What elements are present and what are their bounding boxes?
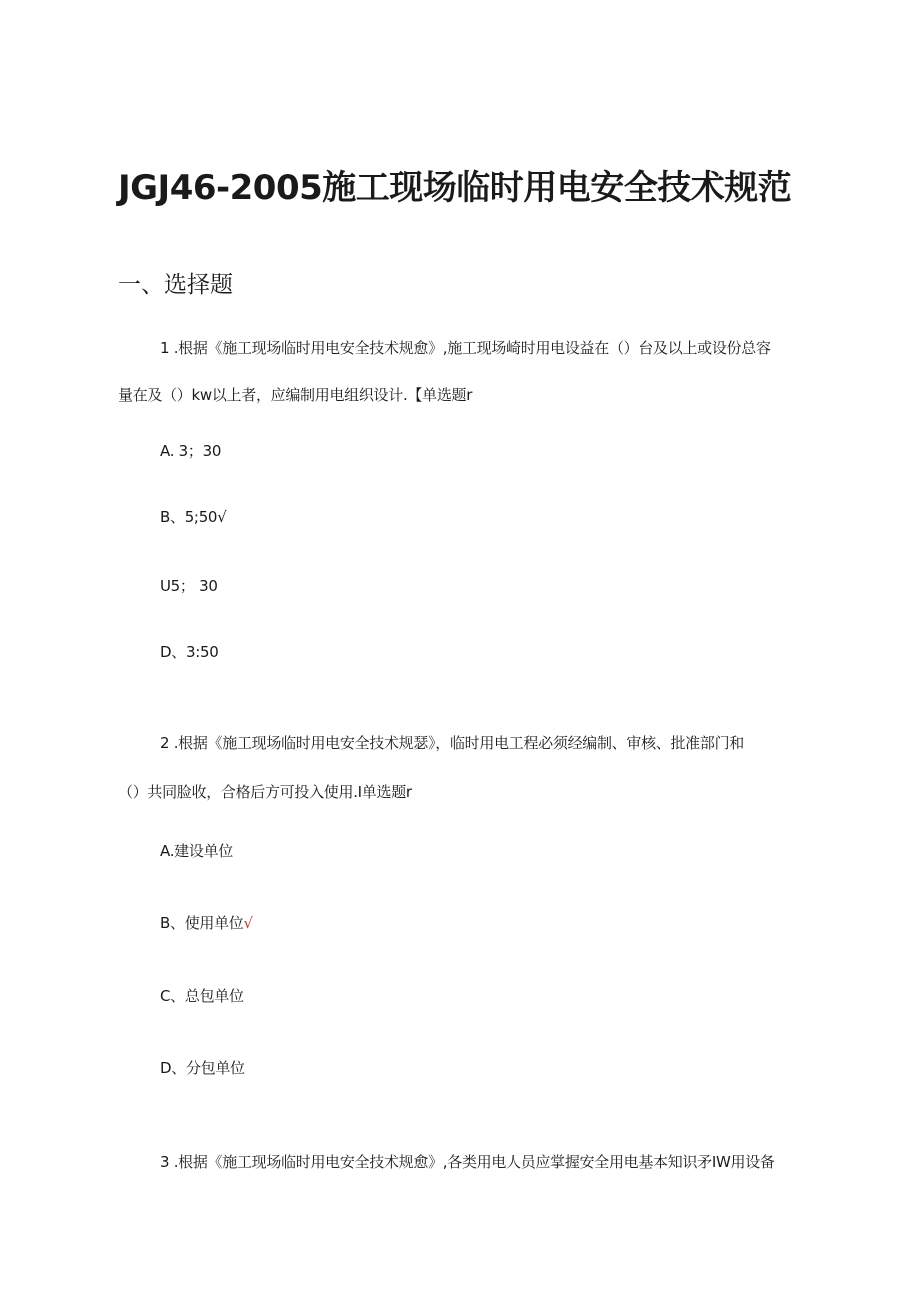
question-1-option-c <box>160 575 218 596</box>
option-text: A.建设单位 <box>160 842 233 860</box>
answer-check-mark: √ <box>217 508 227 526</box>
question-1-stem-line1: 1 .根据《施工现场临时用电安全技术规愈》,施工现场崎时用电设益在（）台及以上或设份总容 <box>160 339 771 357</box>
document-title: JGJ46-2005施工现场临时用电安全技术规范 <box>118 168 792 208</box>
question-2-option-a <box>160 840 233 861</box>
option-text: D、3:50 <box>160 643 219 661</box>
question-2-option-d <box>160 1057 245 1078</box>
option-text: D、分包单位 <box>160 1059 245 1077</box>
question-1-option-d <box>160 641 218 662</box>
question-1-option-a <box>160 440 221 461</box>
option-text: U5； 30 <box>160 577 218 595</box>
question-2-option-c <box>160 985 244 1006</box>
question-1-stem-line2: 量在及（）kw以上者，应编制用电组织设计.【单选题r <box>118 386 473 404</box>
question-2-option-b <box>160 912 253 933</box>
question-2-stem-line2: （）共同脸收，合格后方可投入使用.I单选题r <box>118 783 412 801</box>
question-2-stem-line1: 2 .根据《施工现场临时用电安全技术规瑟》，临时用电工程必须经编制、审核、批准部门和 <box>160 734 744 752</box>
option-text: C、总包单位 <box>160 987 244 1005</box>
question-1-option-b <box>160 506 226 527</box>
answer-check-mark: √ <box>243 914 253 932</box>
section-heading: 一、选择题 <box>118 272 233 298</box>
option-text: B、使用单位 <box>160 914 244 932</box>
question-3-stem-line1: 3 .根据《施工现场临时用电安全技术规愈》,各类用电人员应掌握安全用电基本知识矛IW用设备 <box>160 1153 775 1171</box>
option-text: A. 3；30 <box>160 442 222 460</box>
option-text: B、5;50 <box>160 508 218 526</box>
